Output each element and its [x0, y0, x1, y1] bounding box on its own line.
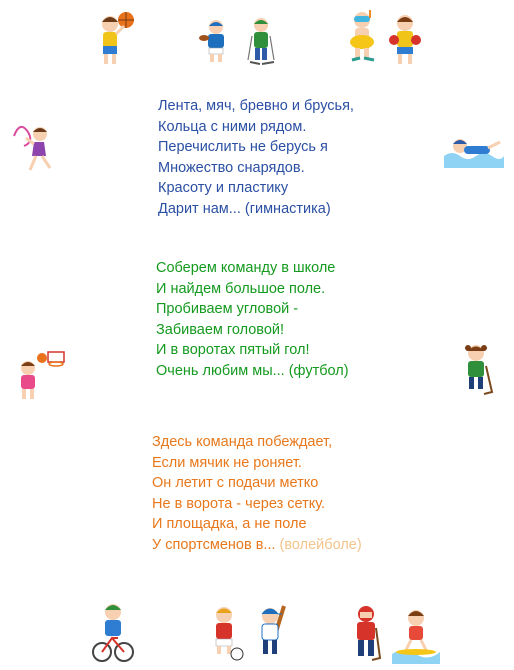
hockey-kid-icon [456, 342, 498, 398]
poem-line-prefix: У спортсменов в... [152, 536, 280, 553]
baseball-kid-icon [250, 602, 294, 662]
poem-line: Если мячик не роняет. [152, 454, 302, 471]
poem-line: Множество снарядов. [158, 159, 305, 176]
cyclist-kid-icon [90, 600, 136, 664]
poem-line: Здесь команда побеждает, [152, 434, 333, 450]
poem-line: Красоту и пластику [158, 180, 289, 196]
riddle-volleyball [152, 432, 362, 555]
basketball-kid-icon [92, 10, 138, 68]
poem-line [152, 535, 362, 556]
poem-line: И найдем большое поле. [156, 280, 326, 297]
poem-line: И в воротах пятый гол! [156, 342, 310, 358]
football-kid-icon [204, 604, 244, 662]
poem-line: И площадка, а не поле [152, 516, 307, 532]
poem-line: Соберем команду в школе [156, 260, 336, 276]
swimmer-kid-icon [442, 130, 504, 168]
poem-line: Лента, мяч, бревно и брусья, [158, 98, 354, 114]
snorkel-kid-icon [340, 8, 384, 64]
poem-line: Очень любим мы... (футбол) [156, 362, 349, 379]
poem-line: Забиваем головой! [156, 321, 285, 338]
boxer-kid-icon [384, 12, 426, 68]
poem-line: Не в ворота - через сетку. [152, 495, 326, 512]
riddle-football [156, 258, 349, 381]
poem-line: Пробиваем угловой - [156, 301, 299, 317]
gymnast-ribbon-icon [10, 118, 56, 174]
surfer-kid-icon [390, 606, 442, 664]
riddle-gymnastics [158, 96, 354, 219]
hockey-goalie-kid-icon [346, 602, 386, 664]
rugby-kid-icon [198, 18, 234, 66]
poem-line: Перечислить не берусь я [158, 139, 328, 155]
basketball-hoop-kid-icon [12, 348, 68, 404]
poem-line: Дарит нам... (гимнастика) [158, 200, 331, 217]
poem-line: Кольца с ними рядом. [158, 118, 307, 135]
poem-line: Он летит с подачи метко [152, 475, 319, 491]
riddle-answer: (волейболе) [279, 536, 362, 553]
skier-kid-icon [244, 16, 278, 66]
